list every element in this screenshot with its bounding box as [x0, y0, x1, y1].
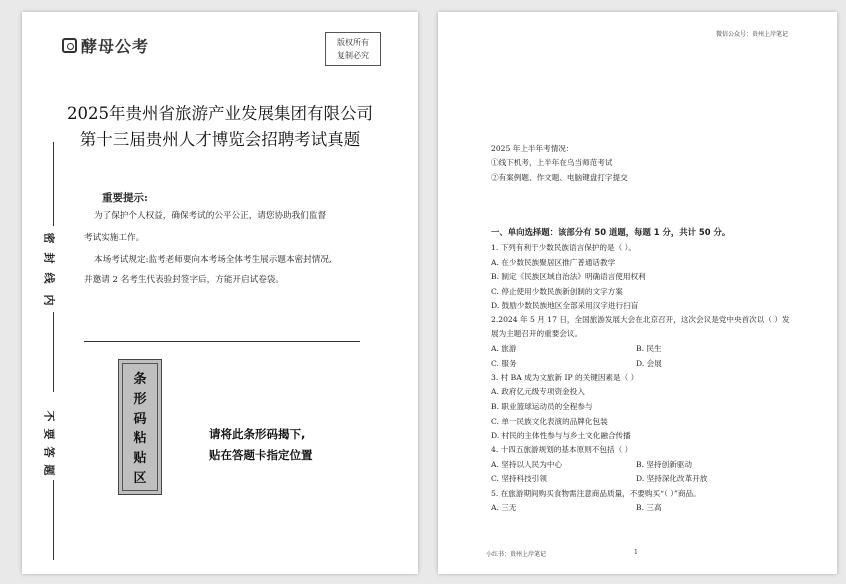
notice-title: 重要提示: [102, 192, 148, 204]
question-line: 5. 在旅游期间购买食物需注意商品质量，不要购买“（ ）”商品。 [491, 489, 701, 498]
barcode-char: 形 [133, 391, 147, 407]
seal-char: 密 [42, 232, 56, 244]
seal-char: 答 [42, 446, 56, 458]
seal-char: 不 [42, 410, 56, 422]
exam-title-line-1: 2025年贵州省旅游产业发展集团有限公司 [67, 104, 373, 123]
option-line: A. 三无 [491, 503, 517, 512]
question-line: 4. 十四五旅游规划的基本原则不包括（ ） [491, 445, 633, 454]
notice-text: 考试实施工作。 [84, 233, 145, 243]
divider [84, 341, 360, 342]
option-line: D. 坚持深化改革开放 [636, 474, 708, 483]
option-line: A. 政府亿元级专项资金投入 [491, 387, 585, 396]
logo-icon [62, 38, 77, 53]
barcode-char: 码 [133, 411, 147, 427]
seal-char: 内 [42, 294, 56, 306]
seal-line [53, 142, 54, 226]
exam-title-line-2: 第十三届贵州人才博览会招聘考试真题 [79, 130, 361, 149]
option-line: D. 鼓励少数民族地区全部采用汉字进行扫盲 [491, 301, 639, 310]
logo-text: 酵母公考 [81, 37, 150, 56]
intro-line: ①线下机考，上半年在乌当师范考试 [491, 158, 613, 167]
intro-line: ②有案例题、作文题、电脑键盘打字提交 [491, 173, 628, 182]
barcode-area [118, 359, 162, 495]
page-number: 1 [634, 549, 638, 556]
question-line: 展为主题召开的重要会议。 [491, 329, 583, 338]
option-line: A. 在少数民族聚居区推广普通话教学 [491, 258, 616, 267]
question-line: 1. 下列有利于少数民族语言保护的是（ ）。 [491, 243, 636, 252]
barcode-instruction: 请将此条形码揭下, [209, 427, 306, 441]
option-line: B. 职业篮球运动员的全程参与 [491, 402, 593, 411]
copyright-line: 复制必究 [337, 51, 369, 60]
barcode-char: 贴 [133, 450, 147, 466]
section-title: 一、单向选择题：该部分有 50 道题，每题 1 分，共计 50 分。 [491, 227, 731, 237]
copyright-stamp [325, 32, 381, 66]
seal-line [53, 480, 54, 560]
logo [62, 34, 149, 57]
notice-text: 为了保护个人权益，确保考试的公平公正，请您协助我们监督 [94, 211, 327, 221]
seal-char: 题 [42, 464, 56, 476]
barcode-char: 粘 [133, 431, 147, 447]
option-line: C. 停止使用少数民族新创制的文字方案 [491, 287, 623, 296]
option-line: B. 民生 [636, 344, 662, 353]
option-line: C. 服务 [491, 359, 517, 368]
option-line: C. 坚持科技引领 [491, 474, 547, 483]
right-page [438, 12, 837, 574]
option-line: D. 会展 [636, 359, 662, 368]
option-line: A. 旅游 [491, 344, 517, 353]
intro-line: 2025 年上半年考情况： [491, 144, 574, 153]
seal-char: 封 [42, 252, 56, 264]
page-header: 微信公众号：贵州上岸笔记 [716, 31, 789, 38]
option-line: B. 制定《民族区域自治法》明确语言使用权利 [491, 272, 646, 281]
option-line: B. 三高 [636, 503, 662, 512]
seal-char: 要 [42, 428, 56, 440]
barcode-char: 条 [133, 372, 147, 388]
notice-text: 并邀请 2 名考生代表验封签字后，方能开启试卷袋。 [84, 275, 284, 285]
option-line: A. 坚持以人民为中心 [491, 460, 563, 469]
seal-char: 线 [42, 272, 56, 284]
barcode-instruction: 贴在答题卡指定位置 [209, 448, 313, 462]
seal-line [53, 312, 54, 392]
left-page [22, 12, 418, 574]
copyright-line: 版权所有 [337, 38, 369, 47]
question-line: 2.2024 年 5 月 17 日，全国旅游发展大会在北京召开，这次会议是党中央首次以（ ）发 [491, 315, 790, 324]
page-footer: 小红书：贵州上岸笔记 [486, 551, 547, 558]
barcode-char: 区 [133, 470, 147, 486]
notice-text: 本场考试规定:监考老师要向本考场全体考生展示题本密封情况, [94, 255, 332, 265]
option-line: B. 坚持创新驱动 [636, 460, 692, 469]
option-line: C. 单一民族文化表演的品牌化包装 [491, 417, 608, 426]
option-line: D. 村民的主体性参与与乡土文化融合传播 [491, 431, 631, 440]
question-line: 3. 村 BA 成为文旅新 IP 的关键因素是（ ） [491, 373, 639, 382]
